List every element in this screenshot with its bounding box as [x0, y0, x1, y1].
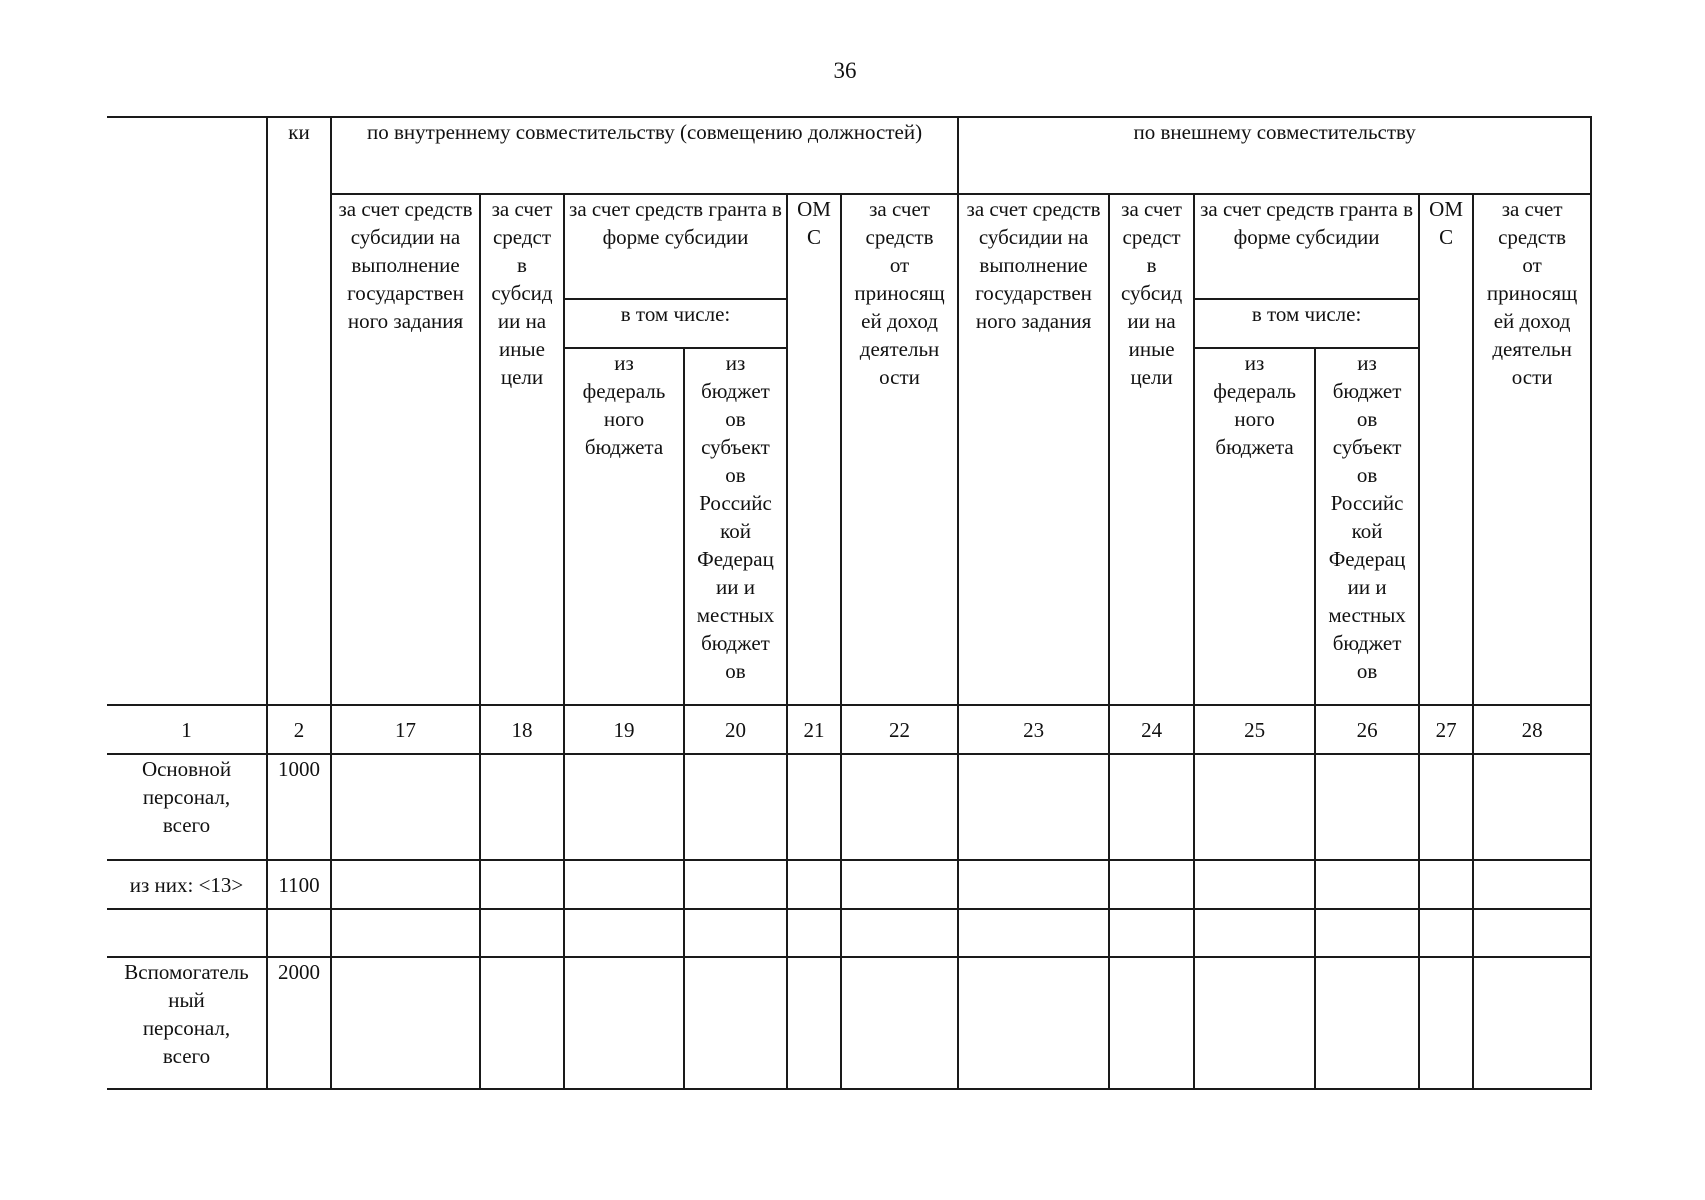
header-external-group: по внешнему совместительству [958, 117, 1591, 194]
header-internal-oms: ОМ С [787, 194, 841, 705]
row-label: из них: <13> [107, 860, 267, 908]
table-cell [1473, 754, 1591, 860]
header-external-income: за счет средств от приносящ ей доход деятельн ости [1473, 194, 1591, 705]
column-number: 2 [267, 705, 331, 754]
table-cell [564, 909, 684, 957]
header-code-cell: ки [267, 117, 331, 705]
table-cell [1315, 860, 1419, 908]
column-number: 25 [1194, 705, 1315, 754]
table-cell [564, 860, 684, 908]
header-external-other-purposes: за счет средст в субсид ии на иные цели [1109, 194, 1194, 705]
table-cell [787, 957, 841, 1089]
table-cell [1109, 754, 1194, 860]
header-internal-state-task: за счет средств субсидии на выполнение государствен ного задания [331, 194, 480, 705]
header-label-cell [107, 117, 267, 705]
row-label: Основной персонал, всего [107, 754, 267, 860]
table-cell [480, 754, 564, 860]
table-cell [1194, 909, 1315, 957]
table-cell [1419, 909, 1473, 957]
table-cell [787, 860, 841, 908]
header-internal-regional: из бюджет ов субъект ов Российс кой Федерац ии и местных бюджет ов [684, 348, 787, 705]
column-number: 17 [331, 705, 480, 754]
table-cell [1419, 860, 1473, 908]
table-cell [958, 860, 1109, 908]
header-external-regional: из бюджет ов субъект ов Российс кой Федерац ии и местных бюджет ов [1315, 348, 1419, 705]
table-cell [1194, 860, 1315, 908]
header-internal-other-purposes: за счет средст в субсид ии на иные цели [480, 194, 564, 705]
table-cell [841, 957, 958, 1089]
table-cell [841, 860, 958, 908]
header-internal-federal: из федераль ного бюджета [564, 348, 684, 705]
column-number: 19 [564, 705, 684, 754]
header-external-grant: за счет средств гранта в форме субсидии [1194, 194, 1419, 299]
row-code: 1100 [267, 860, 331, 908]
column-number: 26 [1315, 705, 1419, 754]
table-cell [841, 754, 958, 860]
table-cell [1194, 957, 1315, 1089]
header-external-federal: из федераль ного бюджета [1194, 348, 1315, 705]
table-cell [1109, 909, 1194, 957]
staff-table [107, 116, 1592, 1090]
table-cell [958, 909, 1109, 957]
table-cell [564, 957, 684, 1089]
header-external-oms: ОМ С [1419, 194, 1473, 705]
table-row [107, 860, 1591, 908]
table-cell [958, 957, 1109, 1089]
table-cell [331, 754, 480, 860]
table-cell [1109, 860, 1194, 908]
table-cell [480, 957, 564, 1089]
table-cell [684, 909, 787, 957]
table-cell [331, 957, 480, 1089]
table-cell [1194, 754, 1315, 860]
table-cell [1109, 957, 1194, 1089]
column-number: 28 [1473, 705, 1591, 754]
table-cell [1473, 860, 1591, 908]
row-code: 2000 [267, 957, 331, 1089]
header-internal-group: по внутреннему совместительству (совмещению должностей) [331, 117, 958, 194]
column-number: 1 [107, 705, 267, 754]
table-cell [1419, 754, 1473, 860]
column-number: 22 [841, 705, 958, 754]
column-number: 21 [787, 705, 841, 754]
row-code [267, 909, 331, 957]
page-number: 36 [833, 58, 857, 83]
header-row-1 [107, 117, 1591, 194]
row-label [107, 909, 267, 957]
row-code: 1000 [267, 754, 331, 860]
table-cell [958, 754, 1109, 860]
table-cell [841, 909, 958, 957]
table-cell [1419, 957, 1473, 1089]
header-internal-including: в том числе: [564, 299, 787, 348]
table-cell [564, 754, 684, 860]
table-row [107, 909, 1591, 957]
table-cell [1315, 754, 1419, 860]
table-cell [1473, 957, 1591, 1089]
table-cell [787, 909, 841, 957]
column-number: 24 [1109, 705, 1194, 754]
table-cell [1315, 909, 1419, 957]
table-cell [1315, 957, 1419, 1089]
table-row [107, 754, 1591, 860]
column-number: 20 [684, 705, 787, 754]
table-cell [684, 754, 787, 860]
table-cell [480, 909, 564, 957]
column-number: 23 [958, 705, 1109, 754]
table-cell [331, 860, 480, 908]
table-cell [331, 909, 480, 957]
table-row [107, 957, 1591, 1089]
column-number: 27 [1419, 705, 1473, 754]
column-number: 18 [480, 705, 564, 754]
table-cell [787, 754, 841, 860]
table-cell [480, 860, 564, 908]
header-external-including: в том числе: [1194, 299, 1419, 348]
table-cell [684, 860, 787, 908]
header-internal-grant: за счет средств гранта в форме субсидии [564, 194, 787, 299]
table-cell [1473, 909, 1591, 957]
table-cell [684, 957, 787, 1089]
column-number-row [107, 705, 1591, 754]
header-internal-income: за счет средств от приносящ ей доход деятельн ости [841, 194, 958, 705]
header-external-state-task: за счет средств субсидии на выполнение государствен ного задания [958, 194, 1109, 705]
row-label: Вспомогатель ный персонал, всего [107, 957, 267, 1089]
